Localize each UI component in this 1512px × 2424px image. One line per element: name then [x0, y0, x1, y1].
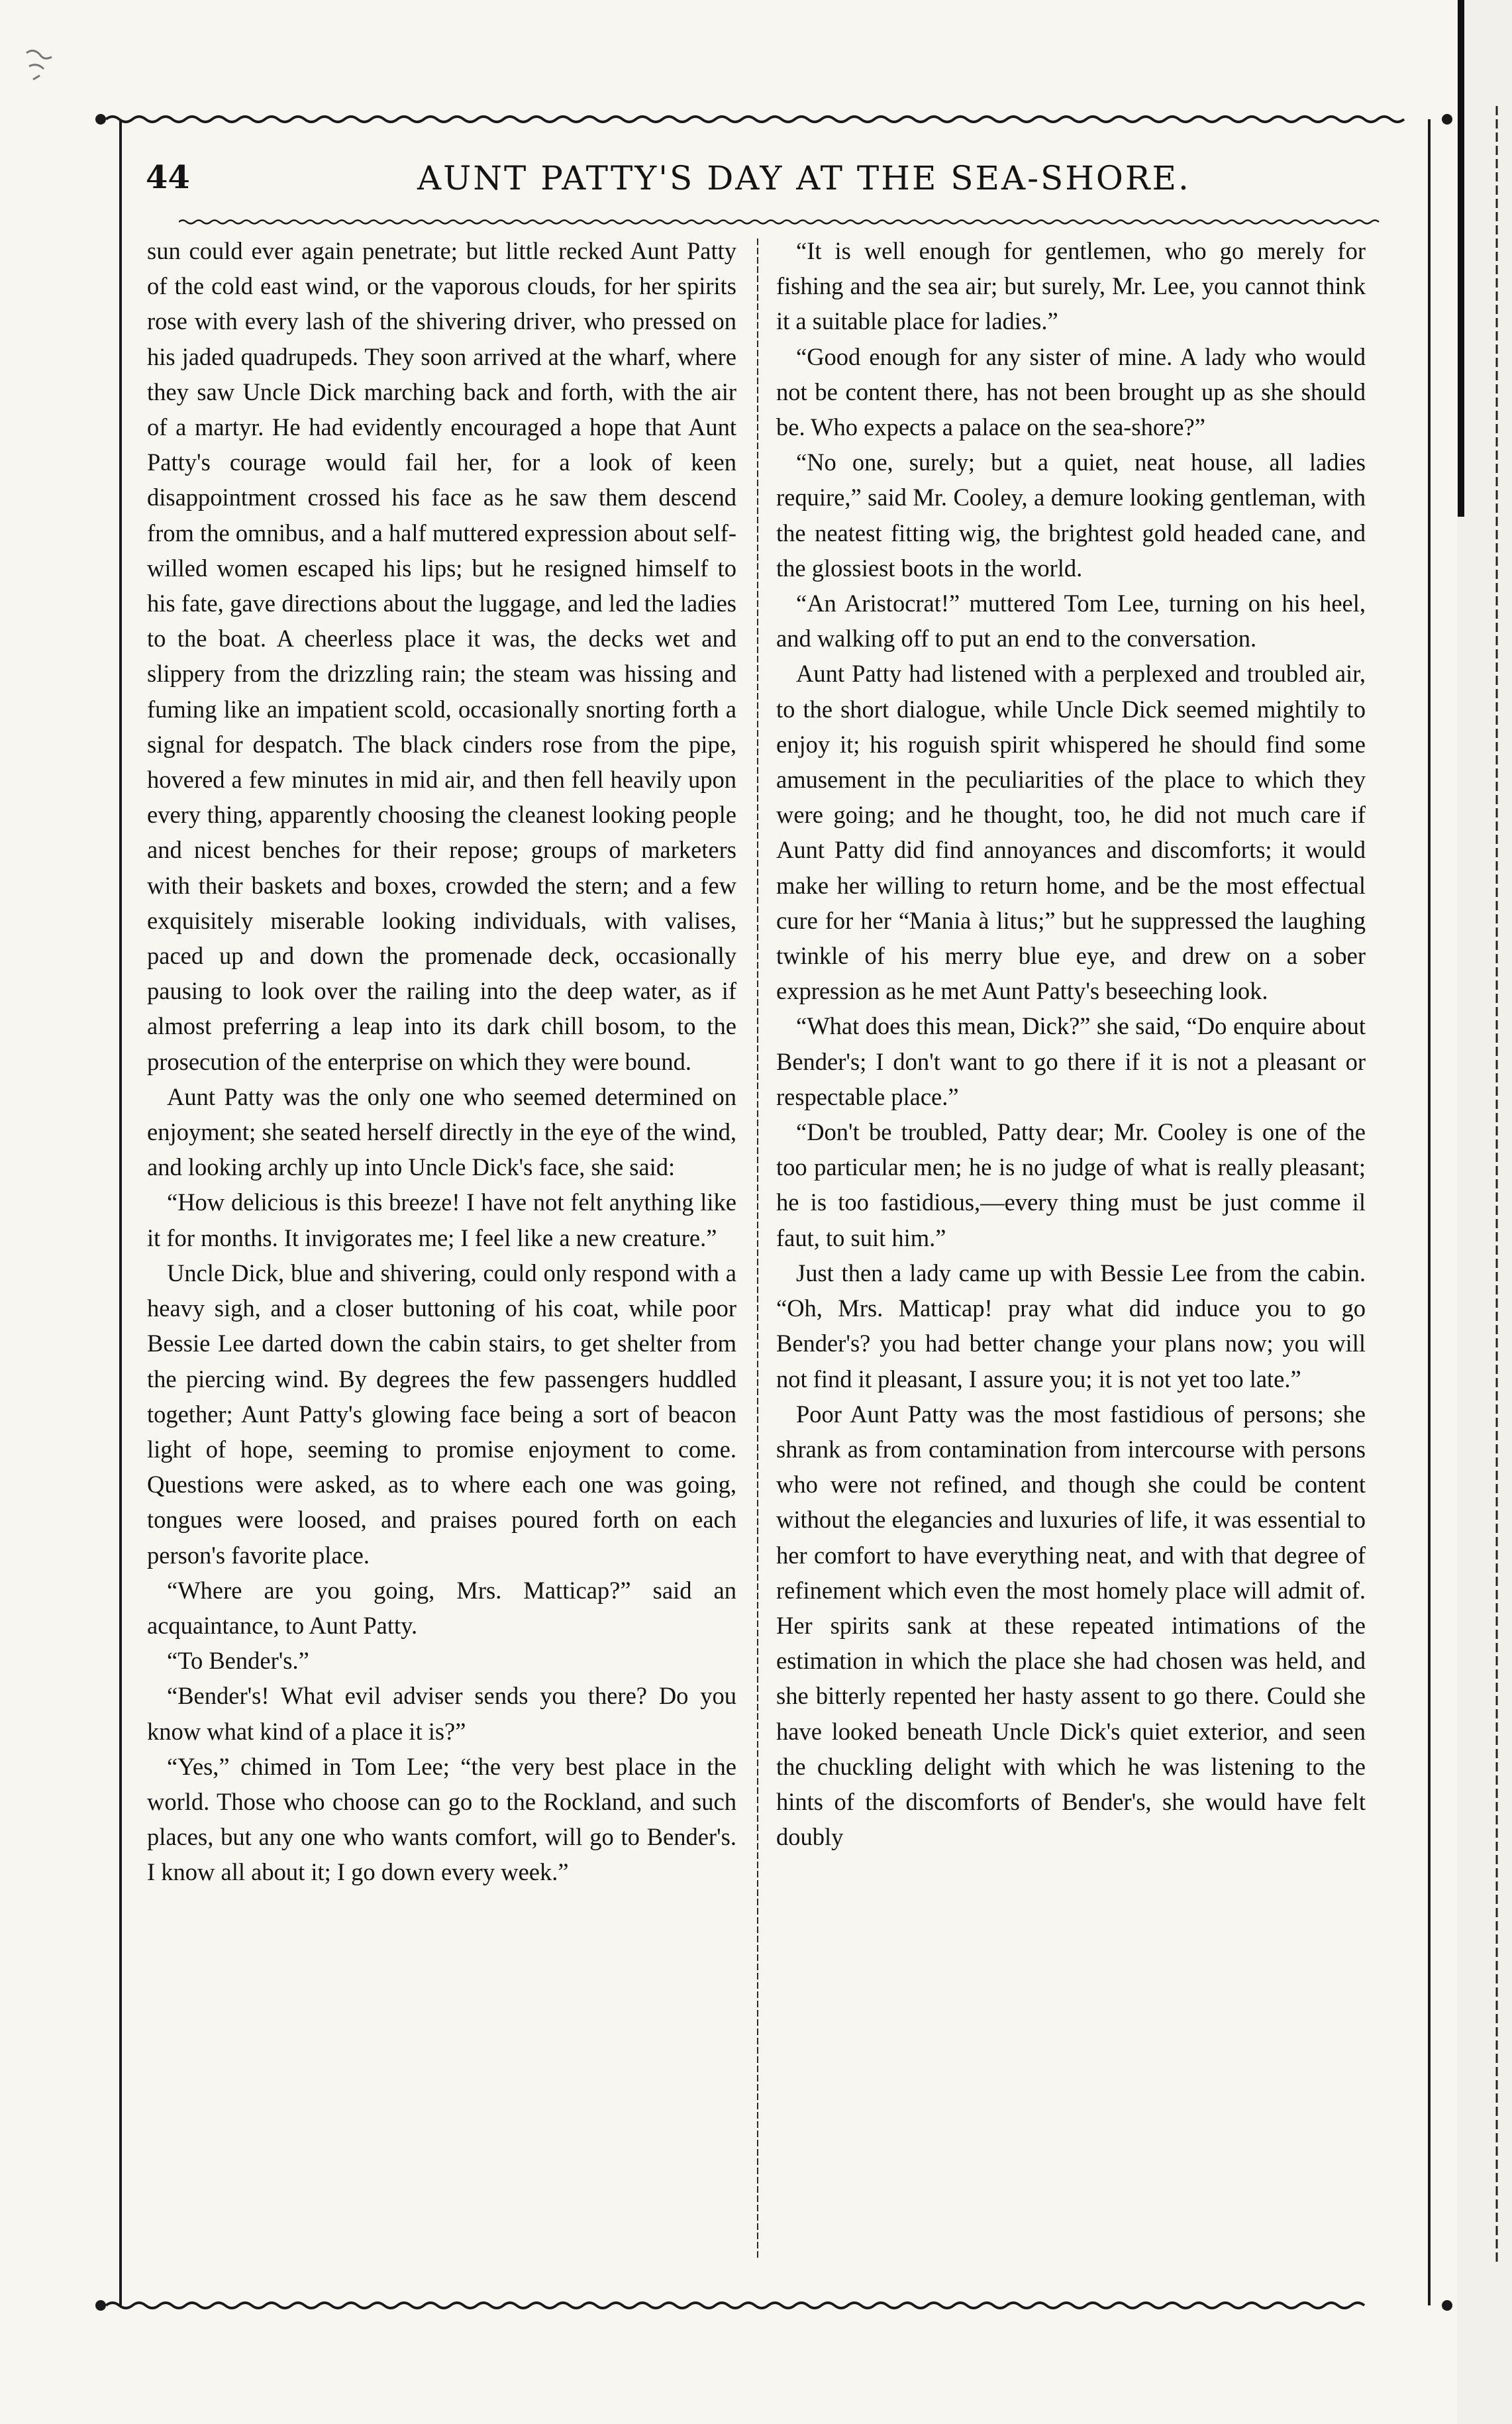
page-header: [146, 159, 1404, 212]
paragraph: “An Aristocrat!” muttered Tom Lee, turning on his heel, and walking off to put an end to the conversation.: [776, 590, 1366, 653]
left-text-column: [147, 233, 736, 1890]
paragraph: “How delicious is this breeze! I have not felt anything like it for months. It invigorates me; I feel like a new creature.”: [147, 1188, 736, 1251]
column-divider: [754, 238, 762, 2259]
paragraph: Aunt Patty had listened with a perplexed and troubled air, to the short dialogue, while Uncle Dick seemed mightily to enjoy it; his roguish spirit whispered he should find some amusement in the peculiarities of the place to which they were going; and he thought, too, he did not much care if Aunt Patty did find annoyances and discomforts; it would make her willing to return home, and be the most effectual cure for her “Mania à litus;” but he suppressed the laughing twinkle of his merry blue eye, and drew on a sober expression as he met Aunt Patty's beseeching look.: [776, 660, 1366, 1005]
paragraph: Uncle Dick, blue and shivering, could only respond with a heavy sigh, and a closer buttoning of his coat, while poor Bessie Lee darted down the cabin stairs, to get shelter from the piercing wind. By degrees the few passengers huddled together; Aunt Patty's glowing face being a sort of beacon light of hope, seeming to promise enjoyment to come. Questions were asked, as to where each one was going, tongues were loosed, and praises poured forth on each person's favorite place.: [147, 1259, 736, 1569]
paragraph: Aunt Patty was the only one who seemed determined on enjoyment; she seated herself directly in the eye of the wind, and looking archly up into Uncle Dick's face, she said:: [147, 1082, 736, 1181]
paragraph: “Don't be troubled, Patty dear; Mr. Cooley is one of the too particular men; he is no judge of what is really pleasant; he is too fastidious,—every thing must be just comme il faut, to suit him.”: [776, 1118, 1366, 1251]
paragraph: sun could ever again penetrate; but little recked Aunt Patty of the cold east wind, or the vaporous clouds, for her spirits rose with every lash of the shivering driver, who pressed on his jaded quadrupeds. They soon arrived at the wharf, where they saw Uncle Dick marching back and forth, with the air of a martyr. He had evidently encouraged a hope that Aunt Patty's courage would fail her, for a look of keen disappointment crossed his face as he saw them descend from the omnibus, and a half muttered expression about self-willed women escaped his lips; but he resigned himself to his fate, gave directions about the luggage, and led the ladies to the boat. A cheerless place it was, the decks wet and slippery from the drizzling rain; the steam was hissing and fuming like an impatient scold, occasionally snorting forth a signal for despatch. The black cinders rose from the pipe, hovered a few minutes in mid air, and then fell heavily upon every thing, apparently choosing the cleanest looking people and nicest benches for their repose; groups of marketers with their baskets and boxes, crowded the stern; and a few exquisitely miserable looking individuals, with valises, paced up and down the promenade deck, occasionally pausing to look over the railing into the deep water, as if almost preferring a leap into its dark chill bosom, to the prosecution of the enterprise on which they were bound.: [147, 237, 736, 1075]
paragraph: Poor Aunt Patty was the most fastidious of persons; she shrank as from contamination from intercourse with persons who were not refined, and though she could be content without the elegancies and luxuries of life, it was essential to her comfort to have everything neat, and with that degree of refinement which even the most homely place will admit of. Her spirits sank at these repeated intimations of the estimation in which the place she had chosen was held, and she bitterly repented her hasty assent to go there. Could she have looked beneath Uncle Dick's quiet exterior, and seen the chuckling delight with which he was listening to the hints of the discomforts of Bender's, she would have felt doubly: [776, 1400, 1366, 1851]
paragraph: “Yes,” chimed in Tom Lee; “the very best place in the world. Those who choose can go to the Rockland, and such places, but any one who wants comfort, will go to Bender's. I know all about it; I go down every week.”: [147, 1752, 736, 1886]
paragraph: “Where are you going, Mrs. Matticap?” said an acquaintance, to Aunt Patty.: [147, 1576, 736, 1639]
paragraph: “No one, surely; but a quiet, neat house, all ladies require,” said Mr. Cooley, a demure looking gentleman, with the neatest fitting wig, the brightest gold headed cane, and the glossiest boots in the world.: [776, 448, 1366, 582]
paragraph: “What does this mean, Dick?” she said, “Do enquire about Bender's; I don't want to go there if it is not a pleasant or respectable place.”: [776, 1012, 1366, 1110]
bottom-ornamental-border: [93, 2295, 1457, 2315]
paragraph: “It is well enough for gentlemen, who go merely for fishing and the sea air; but surely, Mr. Lee, you cannot think it a suitable place for ladies.”: [776, 237, 1366, 335]
running-head-title: AUNT PATTY'S DAY AT THE SEA-SHORE.: [417, 159, 1191, 197]
page-number: 44: [146, 159, 190, 196]
right-text-column: [776, 233, 1366, 1854]
scan-smudge: [20, 40, 60, 93]
header-wavy-rule: [179, 217, 1404, 227]
paragraph: “To Bender's.”: [167, 1647, 309, 1675]
paragraph: Just then a lady came up with Bessie Lee from the cabin. “Oh, Mrs. Matticap! pray what did induce you to go Bender's? you had better change your plans now; you will not find it pleasant, I assure you; it is not yet too late.”: [776, 1259, 1366, 1393]
adjacent-page-edge: [1457, 0, 1512, 2424]
paragraph: “Good enough for any sister of mine. A lady who would not be content there, has not been brought up as she should be. Who expects a palace on the sea-shore?”: [776, 343, 1366, 441]
paragraph: “Bender's! What evil adviser sends you there? Do you know what kind of a place it is?”: [147, 1682, 736, 1745]
